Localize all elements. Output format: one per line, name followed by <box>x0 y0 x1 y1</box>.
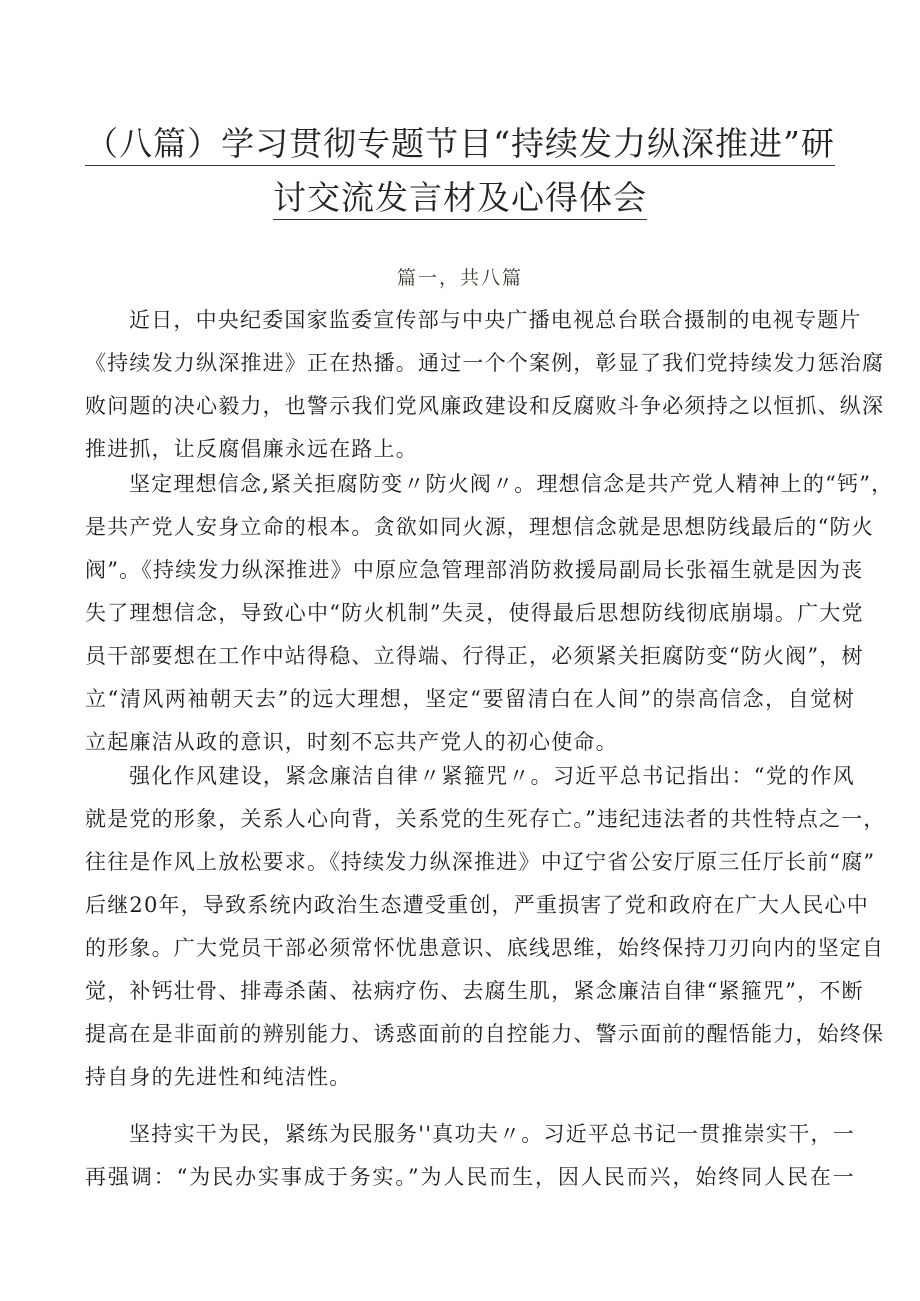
paragraph-line: 阀”。《持续发力纵深推进》中原应急管理部消防救援局副局长张福生就是因为丧 <box>85 558 864 582</box>
paragraph-line: 就是党的形象，关系人心向背，关系党的生死存亡。”违纪违法者的共性特点之一， <box>85 807 886 831</box>
paragraph-line: 《持续发力纵深推进》正在热播。通过一个个案例，彰显了我们党持续发力惩治腐 <box>85 351 885 375</box>
paragraph-line: 强化作风建设，紧念廉洁自律〃紧箍咒〃。习近平总书记指出：“党的作风 <box>129 764 855 788</box>
paragraph-line: 再强调：“为民办实事成于务实。”为人民而生，因人民而兴，始终同人民在一 <box>85 1165 855 1189</box>
paragraph-line: 往往是作风上放松要求。《持续发力纵深推进》中辽宁省公安厅原三任厅长前“腐” <box>85 850 876 874</box>
paragraph-3 <box>85 755 886 1099</box>
paragraph-line: 后继20年，导致系统内政治生态遭受重创，严重损害了党和政府在广大人民心中 <box>85 893 869 917</box>
paragraph-line: 员干部要想在工作中站得稳、立得端、行得正，必须紧关拒腐防变“防火阀”，树 <box>85 644 864 668</box>
paragraph-line: 败问题的决心毅力，也警示我们党风廉政建设和反腐败斗争必须持之以恒抓、纵深 <box>85 394 885 418</box>
paragraph-line: 提高在是非面前的辨别能力、诱惑面前的自控能力、警示面前的醒悟能力，始终保 <box>85 1022 885 1046</box>
paragraph-line: 是共产党人安身立命的根本。贪欲如同火源，理想信念就是思想防线最后的“防火 <box>85 515 874 539</box>
paragraph-2 <box>85 463 894 764</box>
title-text-1: （八篇）学习贯彻专题节目“持续发力纵深推进”研 <box>85 124 835 166</box>
paragraph-line: 失了理想信念，导致心中“防火机制”失灵，使得最后思想防线彻底崩塌。广大党 <box>85 601 864 625</box>
document-subtitle: 篇一，共八篇 <box>396 267 523 289</box>
paragraph-line: 坚定理想信念,紧关拒腐防变〃防火阀〃。理想信念是共产党人精神上的“钙”， <box>129 472 894 496</box>
paragraph-line: 近日，中央纪委国家监委宣传部与中央广播电视总台联合摄制的电视专题片 <box>129 308 862 332</box>
document-title-line-1 <box>0 118 920 165</box>
paragraph-1 <box>85 299 885 471</box>
paragraph-line: 持自身的先进性和纯洁性。 <box>85 1065 352 1089</box>
paragraph-line: 立起廉洁从政的意识，时刻不忘共产党人的初心使命。 <box>85 730 618 754</box>
paragraph-line: 立“清风两袖朝天去”的远大理想，坚定“要留清白在人间”的崇高信念，自觉树 <box>85 687 855 711</box>
paragraph-line: 推进抓，让反腐倡廉永远在路上。 <box>85 437 418 461</box>
paragraph-line: 觉，补钙壮骨、排毒杀菌、祛病疗伤、去腐生肌，紧念廉洁自律“紧箍咒”，不断 <box>85 979 864 1003</box>
paragraph-4 <box>85 1113 855 1199</box>
paragraph-line: 坚持实干为民，紧练为民服务''真功夫〃。习近平总书记一贯推崇实干，一 <box>129 1122 855 1146</box>
paragraph-line: 的形象。广大党员干部必须常怀忧患意识、底线思维，始终保持刀刃向内的坚定自 <box>85 936 885 960</box>
title-text-2: 讨交流发言材及心得体会 <box>273 178 647 220</box>
document-title-line-2 <box>0 172 920 219</box>
